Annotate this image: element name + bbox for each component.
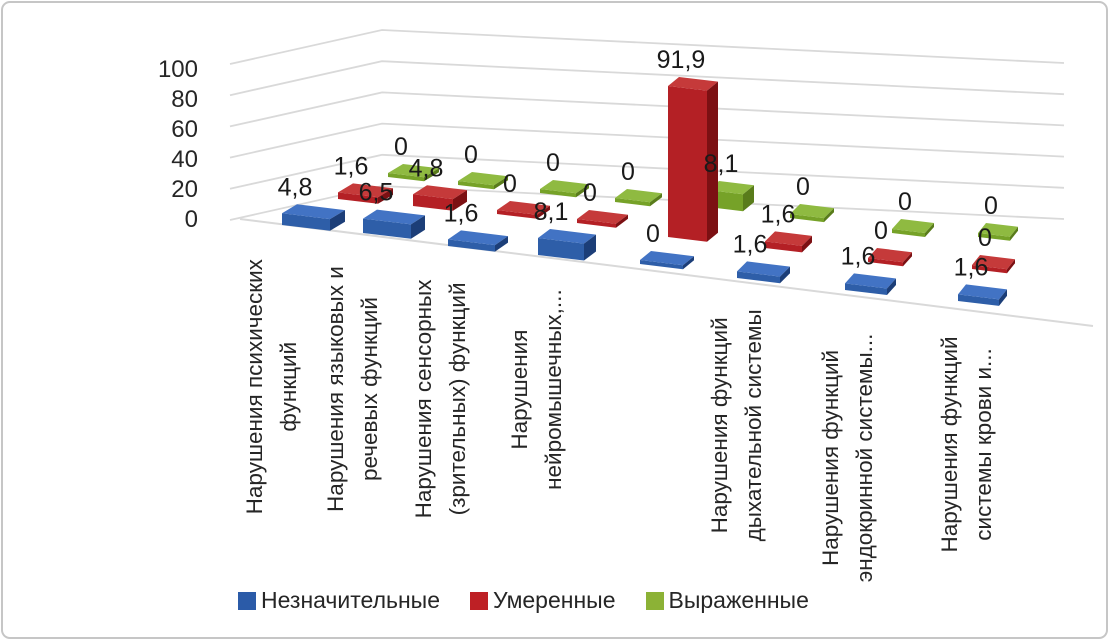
bar-Незначительные-cat7 [845,273,896,295]
legend-label: Умеренные [493,587,616,613]
legend-swatch-green-icon [646,592,664,610]
data-label-Выраженные-cat4: 0 [621,158,635,186]
data-label-Выраженные-cat3: 0 [546,149,560,177]
bar-Выраженные-cat2 [458,172,508,189]
data-label-Выраженные-cat7: 0 [898,188,912,216]
category-label-cat6-line1: Нарушения функций [707,317,732,534]
bar-Незначительные-cat1 [282,204,345,231]
gridline-80 [230,61,1064,95]
category-label-cat6-line2: дыхательной системы [741,309,766,542]
category-label-cat1-line1: Нарушения психических [242,259,267,515]
gridline-60 [230,92,1064,126]
y-tick-20: 20 [171,176,198,203]
y-axis-labels [158,56,198,233]
data-label-Незначительные-cat2: 6,5 [358,178,394,207]
y-tick-40: 40 [171,146,198,173]
legend-label: Незначительные [261,587,440,613]
bar-front-face [668,86,707,242]
data-label-Умеренные-cat2: 4,8 [408,154,444,183]
bar-Умеренные-cat4 [577,210,628,228]
bar-Выраженные-cat4 [615,189,662,206]
data-label-Выраженные-cat1: 0 [394,133,408,161]
bar-Незначительные-cat6 [737,261,790,283]
category-labels [242,258,996,582]
data-label-Умеренные-cat3: 0 [503,170,517,198]
category-label-cat1-line2: функций [276,341,301,432]
data-label-Незначительные-cat3: 1,6 [443,199,479,228]
data-label-Незначительные-cat5: 0 [646,220,660,248]
data-label-Выраженные-cat5: 8,1 [703,150,739,179]
legend-item-umerennye [470,587,616,614]
category-label-cat8-line2: системы крови и... [971,348,996,541]
legend-item-vyrazhennye [646,587,809,614]
data-label-Незначительные-cat4: 8,1 [533,198,569,227]
y-tick-0: 0 [184,206,198,233]
category-label-cat7-line2: эндокринной системы... [852,333,877,583]
category-label-cat7-line1: Нарушения функций [818,349,843,566]
data-label-Незначительные-cat6: 1,6 [732,230,768,259]
gridline-100 [230,30,1064,64]
data-label-Незначительные-cat1: 4,8 [277,173,313,202]
category-label-cat8-line1: Нарушения функций [937,336,962,553]
data-labels [278,46,998,281]
legend-item-neznachitelnye [238,587,440,614]
data-label-Умеренные-cat4: 0 [583,179,597,207]
data-label-Умеренные-cat8: 0 [978,224,992,252]
category-label-cat2-line1: Нарушения языковых и [323,266,348,512]
bar-Незначительные-cat3 [448,230,508,251]
y-tick-100: 100 [157,56,198,83]
category-label-cat3-line2: (зрительных) функций [445,282,470,516]
bar-Незначительные-cat4 [538,229,596,261]
category-label-cat4-line2: нейромышечных,... [541,289,566,490]
y-tick-60: 60 [171,116,198,143]
data-label-Умеренные-cat5: 91,9 [656,45,706,74]
legend-swatch-red-icon [470,592,488,610]
bar-Умеренные-cat6 [765,231,812,252]
data-label-Незначительные-cat7: 1,6 [840,242,876,271]
data-label-Умеренные-cat6: 1,6 [760,200,796,229]
bar-Незначительные-cat5 [640,251,694,269]
legend-label: Выраженные [668,587,809,613]
data-label-Выраженные-cat8: 0 [984,192,998,220]
category-label-cat4-line1: Нарушения [507,329,532,450]
data-label-Выраженные-cat2: 0 [464,141,478,169]
legend-swatch-blue-icon [238,592,256,610]
category-label-cat3-line1: Нарушения сенсорных [411,279,436,519]
category-label-cat2-line2: речевых функций [357,297,382,482]
data-label-Умеренные-cat7: 0 [874,217,888,245]
chart-legend [238,587,809,614]
y-tick-80: 80 [171,86,198,113]
bar-Незначительные-cat8 [958,284,1007,306]
bar-Незначительные-cat2 [363,210,425,239]
bar-Выраженные-cat7 [892,219,934,237]
data-label-Незначительные-cat8: 1,6 [953,253,989,282]
data-label-Умеренные-cat1: 1,6 [333,152,369,181]
data-label-Выраженные-cat6: 0 [796,173,810,201]
